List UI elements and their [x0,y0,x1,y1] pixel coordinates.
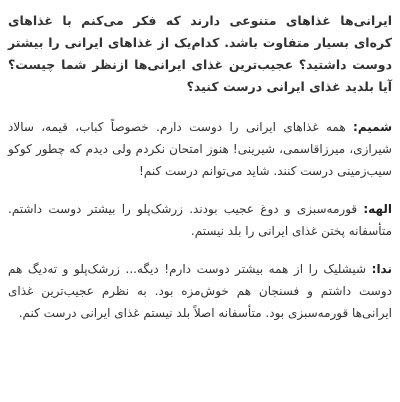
speaker-name: شمیم: [353,120,392,134]
answer-text: قورمه‌سبزی و دوغ عجیب بودند. زرشک‌پلو را بیشتر دوست داشتم. متأسفانه پختن غذای ایرانی را بلد نیستم. [8,202,392,238]
answer-shamim [8,116,392,182]
interview-question: ایرانی‌ها غذاهای متنوعی دارند که فکر می‌کنم با غذاهای کره‌ای بسیار متفاوت باشد. کدام‌یک از غذاهای ایرانی را بیشتر دوست داشتید؟ عجیب‌ترین غذای ایرانی‌ها ازنظر شما چیست؟ آیا بلدید غذای ایرانی درست کنید؟ [8,13,392,94]
speaker-name: ندا: [371,262,392,276]
answer-neda [8,258,392,324]
answer-elaheh [8,198,392,242]
answer-text: شیشلیک را از همه بیشتر دوست دارم! دیگه... زرشک‌پلو و ته‌دیگ هم دوست داشتم و فسنجان هم خوش‌مزه بود. به نظرم عجیب‌ترین غذای ایرانی‌ها قورمه‌سبزی بود. متأسفانه اصلاً بلد نیستم غذای ایرانی درست کنم. [8,262,392,320]
answer-text: همه غذاهای ایرانی را دوست دارم. خصوصاً کباب، قیمه، سالاد شیرازی، میرزاقاسمی، شیرینی! هنوز امتحان نکردم ولی دیدم که چطور کوکو سیب‌زمینی درست کنند. شاید می‌توانم درست کنم! [8,120,392,178]
speaker-name: الهه: [363,202,392,216]
